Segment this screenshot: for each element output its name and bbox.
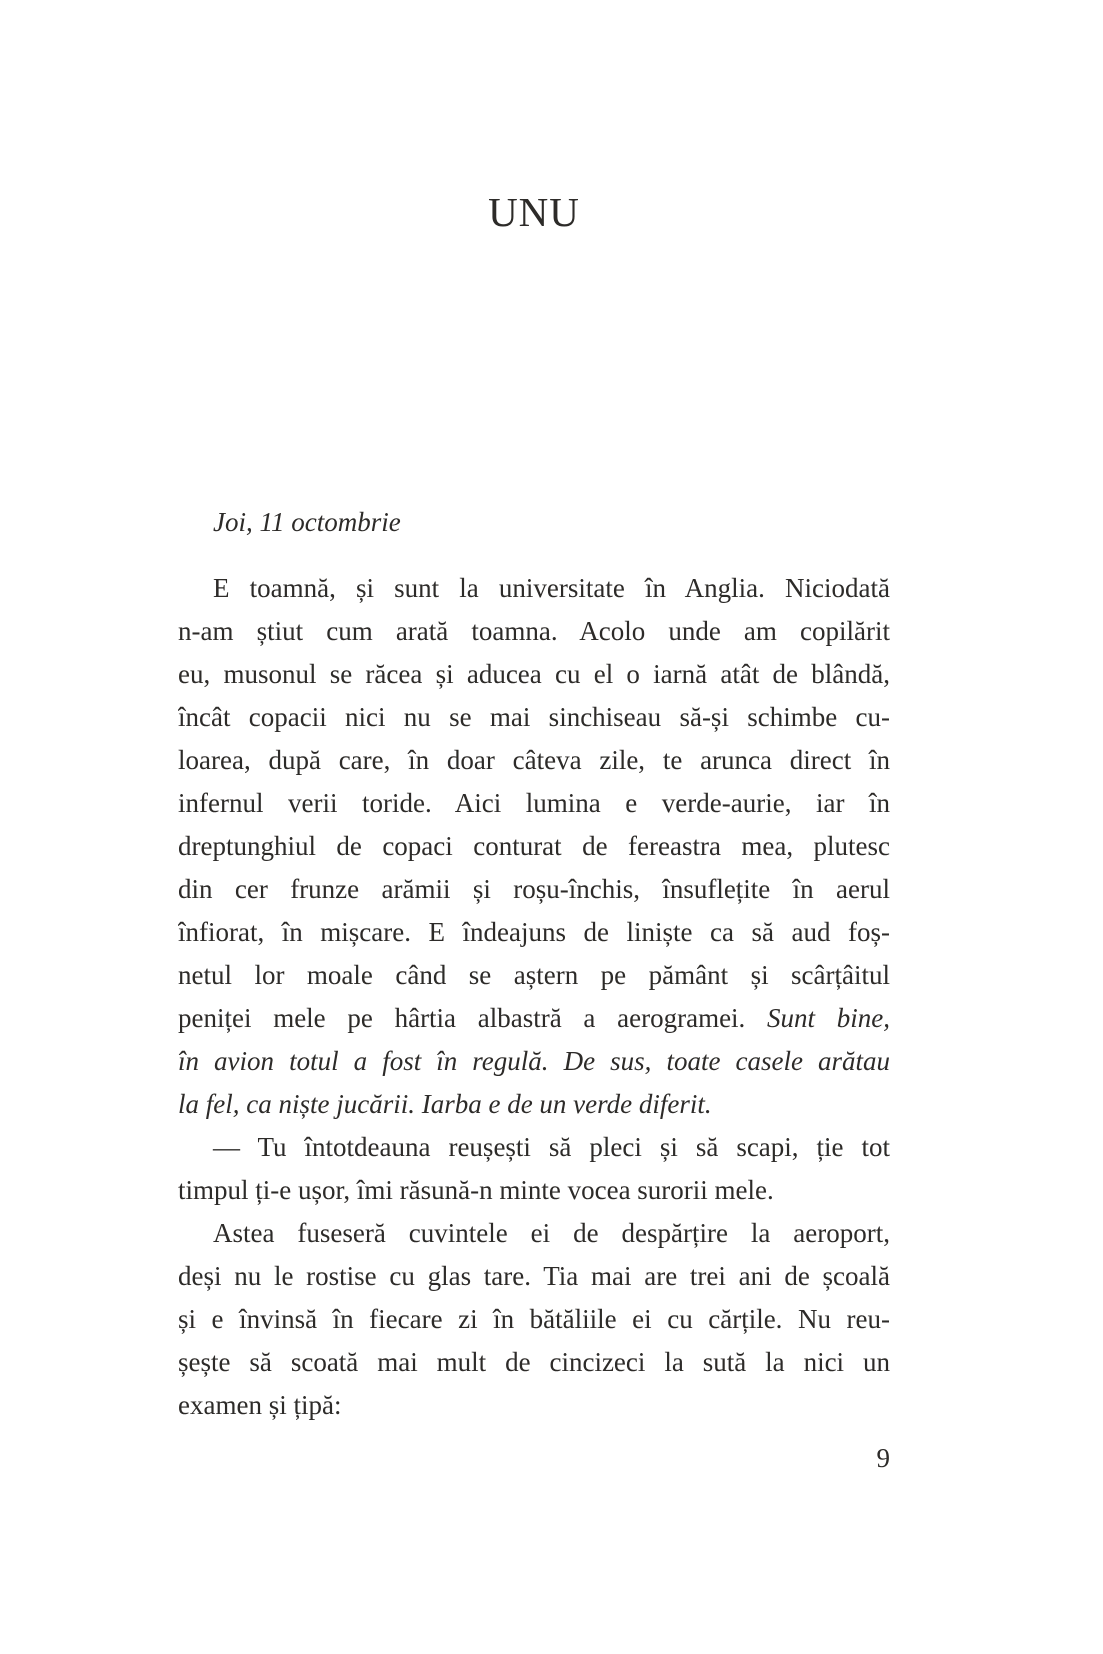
text-line xyxy=(178,653,890,696)
text-segment: E toamnă, și sunt la universitate în Anglia. Niciodată xyxy=(213,573,890,603)
text-segment: dreptunghiul de copaci conturat de fereastra mea, plutesc xyxy=(178,831,890,861)
chapter-title: UNU xyxy=(488,189,580,235)
text-segment: din cer frunze arămii și roșu-închis, însuflețite în aerul xyxy=(178,874,890,904)
text-segment: timpul ți-e ușor, îmi răsună-n minte vocea surorii mele. xyxy=(178,1175,774,1205)
text-segment: — Tu întotdeauna reușești să pleci și să scapi, ție tot xyxy=(213,1132,890,1162)
text-segment: n-am știut cum arată toamna. Acolo unde am copilărit xyxy=(178,616,890,646)
text-segment: încât copacii nici nu se mai sinchiseau să-și schimbe cu- xyxy=(178,702,890,732)
text-line xyxy=(178,782,890,825)
text-line xyxy=(178,1040,890,1083)
italic-text-segment: Sunt bine, xyxy=(767,1003,890,1033)
text-segment: netul lor moale când se aștern pe pământ și scârțâitul xyxy=(178,960,890,990)
page-number: 9 xyxy=(876,1443,890,1473)
text-segment: eu, musonul se răcea și aducea cu el o iarnă atât de blândă, xyxy=(178,659,890,689)
text-line xyxy=(178,868,890,911)
text-line xyxy=(178,997,890,1040)
text-line xyxy=(178,739,890,782)
date-line: Joi, 11 octombrie xyxy=(213,507,401,537)
text-line xyxy=(178,1298,890,1341)
text-line xyxy=(178,825,890,868)
text-segment: și e învinsă în fiecare zi în bătăliile ei cu cărțile. Nu reu- xyxy=(178,1304,890,1334)
text-line xyxy=(178,1126,890,1169)
text-line xyxy=(178,954,890,997)
text-segment: deși nu le rostise cu glas tare. Tia mai are trei ani de școală xyxy=(178,1261,890,1291)
text-line xyxy=(178,911,890,954)
italic-text-segment: în avion totul a fost în regulă. De sus, toate casele arătau xyxy=(178,1046,890,1076)
text-line xyxy=(178,1255,890,1298)
text-line xyxy=(178,1384,890,1427)
text-segment: Astea fuseseră cuvintele ei de despărțire la aeroport, xyxy=(213,1218,890,1248)
text-line xyxy=(178,1212,890,1255)
text-segment: loarea, după care, în doar câteva zile, te arunca direct în xyxy=(178,745,890,775)
body-text xyxy=(178,567,890,1427)
text-line xyxy=(178,696,890,739)
text-line xyxy=(178,610,890,653)
text-segment: examen și țipă: xyxy=(178,1390,342,1420)
text-segment: infernul verii toride. Aici lumina e verde-aurie, iar în xyxy=(178,788,890,818)
text-line xyxy=(178,1341,890,1384)
text-line xyxy=(178,1169,890,1212)
text-segment: peniței mele pe hârtia albastră a aerogramei. xyxy=(178,1003,768,1033)
italic-text-segment: la fel, ca niște jucării. Iarba e de un verde diferit. xyxy=(178,1089,712,1119)
text-line xyxy=(178,1083,890,1126)
text-segment: șește să scoată mai mult de cincizeci la sută la nici un xyxy=(178,1347,890,1377)
text-segment: înfiorat, în mișcare. E îndeajuns de liniște ca să aud foș- xyxy=(178,917,890,947)
text-line xyxy=(178,567,890,610)
